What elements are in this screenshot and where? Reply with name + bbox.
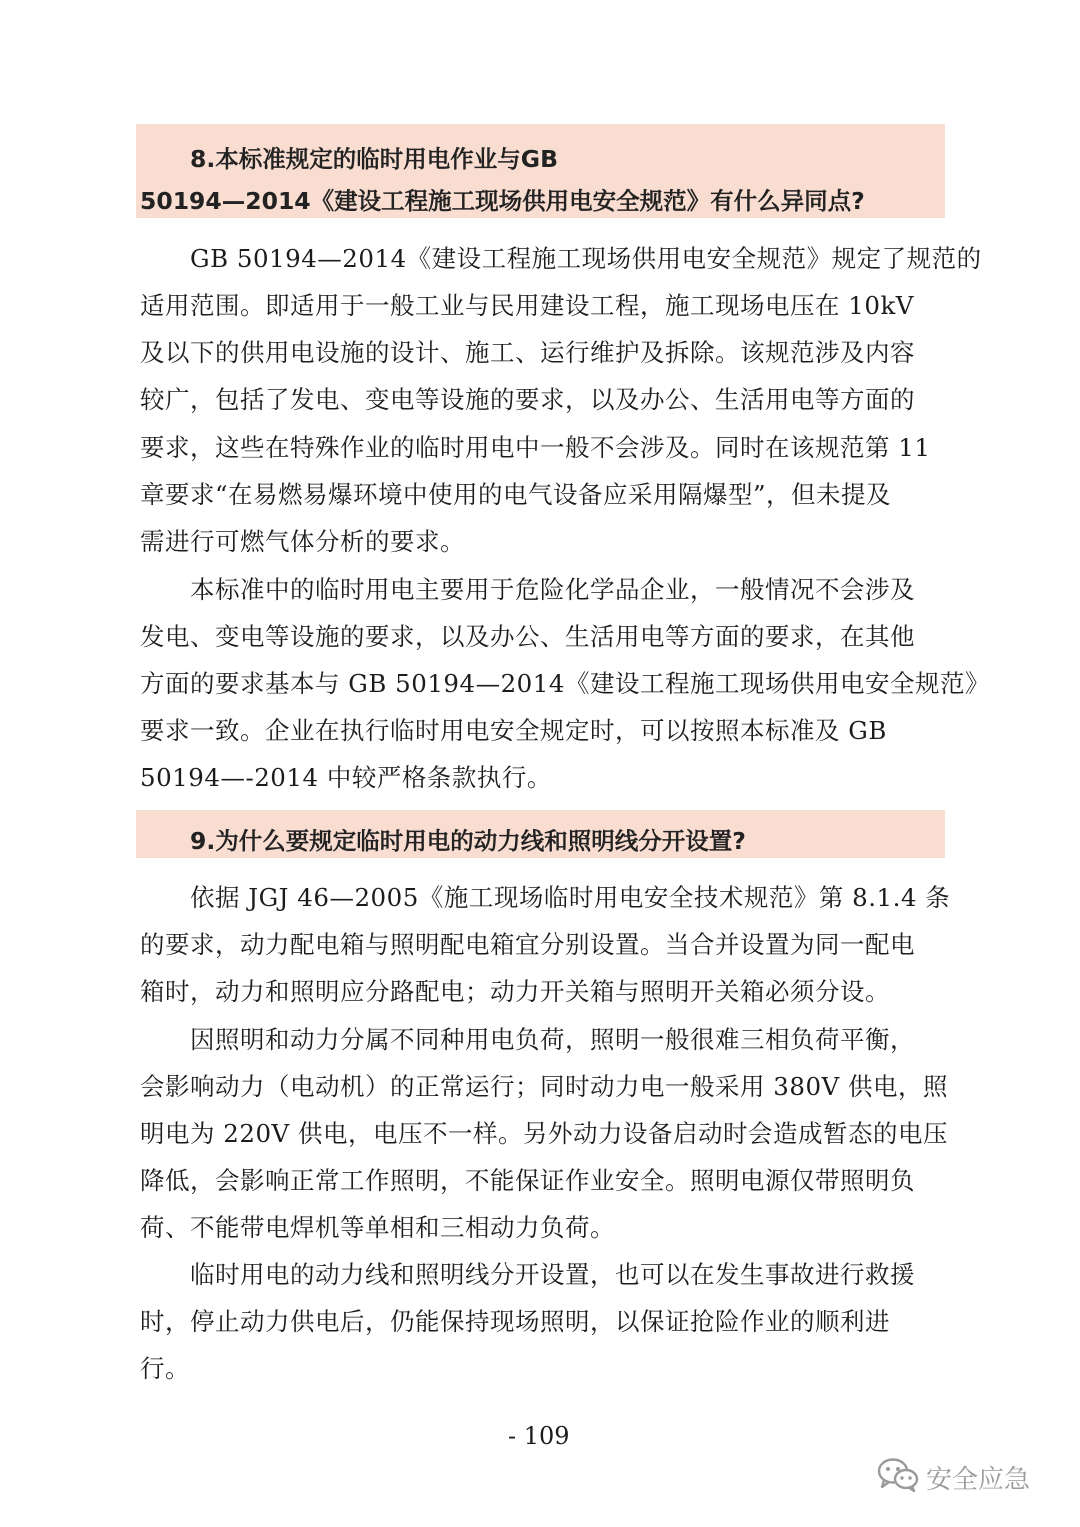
section-9-line: 的要求，动力配电箱与照明配电箱宜分别设置。当合并设置为同一配电 [140, 930, 915, 959]
section-8-line: 章要求“在易燃易爆环境中使用的电气设备应采用隔爆型”，但未提及 [140, 480, 892, 509]
section-8-line: GB 50194—2014《建设工程施工现场供用电安全规范》规定了规范的 [190, 244, 982, 273]
section-8-line: 发电、变电等设施的要求，以及办公、生活用电等方面的要求，在其他 [140, 622, 915, 651]
section-8-line: 本标准中的临时用电主要用于危险化学品企业，一般情况不会涉及 [190, 575, 915, 604]
section-9-line: 会影响动力（电动机）的正常运行；同时动力电一般采用 380V 供电，照 [140, 1072, 949, 1101]
section-8-line: 要求，这些在特殊作业的临时用电中一般不会涉及。同时在该规范第 11 [140, 433, 931, 462]
section-8-line: 适用范围。即适用于一般工业与民用建设工程，施工现场电压在 10kV [140, 291, 914, 320]
section-8-line: 需进行可燃气体分析的要求。 [140, 527, 465, 556]
section-9-line: 箱时，动力和照明应分路配电；动力开关箱与照明开关箱必须分设。 [140, 977, 890, 1006]
section-8-line: 50194—-2014 中较严格条款执行。 [140, 763, 552, 792]
section-9-line: 因照明和动力分属不同种用电负荷，照明一般很难三相负荷平衡， [190, 1025, 915, 1054]
section-9-line: 降低，会影响正常工作照明，不能保证作业安全。照明电源仅带照明负 [140, 1166, 915, 1195]
watermark [876, 1452, 1030, 1502]
page-number: - 109 [508, 1422, 570, 1450]
section-8-heading-line-1: 8.本标准规定的临时用电作业与GB [190, 145, 558, 173]
section-9-line: 明电为 220V 供电，电压不一样。另外动力设备启动时会造成暂态的电压 [140, 1119, 949, 1148]
wechat-icon [876, 1456, 920, 1498]
section-9-line: 时，停止动力供电后，仍能保持现场照明，以保证抢险作业的顺利进 [140, 1307, 890, 1336]
section-8-heading [136, 124, 945, 218]
section-8-line: 要求一致。企业在执行临时用电安全规定时，可以按照本标准及 GB [140, 716, 887, 745]
section-9-heading [136, 810, 945, 858]
section-9-line: 临时用电的动力线和照明线分开设置，也可以在发生事故进行救援 [190, 1260, 915, 1289]
section-8-heading-line-2: 50194—2014《建设工程施工现场供用电安全规范》有什么异同点? [140, 187, 865, 215]
section-9-heading-text: 9.为什么要规定临时用电的动力线和照明线分开设置? [190, 827, 746, 855]
section-8-line: 及以下的供用电设施的设计、施工、运行维护及拆除。该规范涉及内容 [140, 338, 915, 367]
section-8-line: 较广，包括了发电、变电等设施的要求，以及办公、生活用电等方面的 [140, 385, 915, 414]
section-9-line: 行。 [140, 1354, 190, 1383]
section-9-line: 荷、不能带电焊机等单相和三相动力负荷。 [140, 1213, 615, 1242]
section-9-line: 依据 JGJ 46—2005《施工现场临时用电安全技术规范》第 8.1.4 条 [190, 883, 951, 912]
watermark-text: 安全应急 [926, 1464, 1031, 1495]
section-8-line: 方面的要求基本与 GB 50194—2014《建设工程施工现场供用电安全规范》 [140, 669, 990, 698]
